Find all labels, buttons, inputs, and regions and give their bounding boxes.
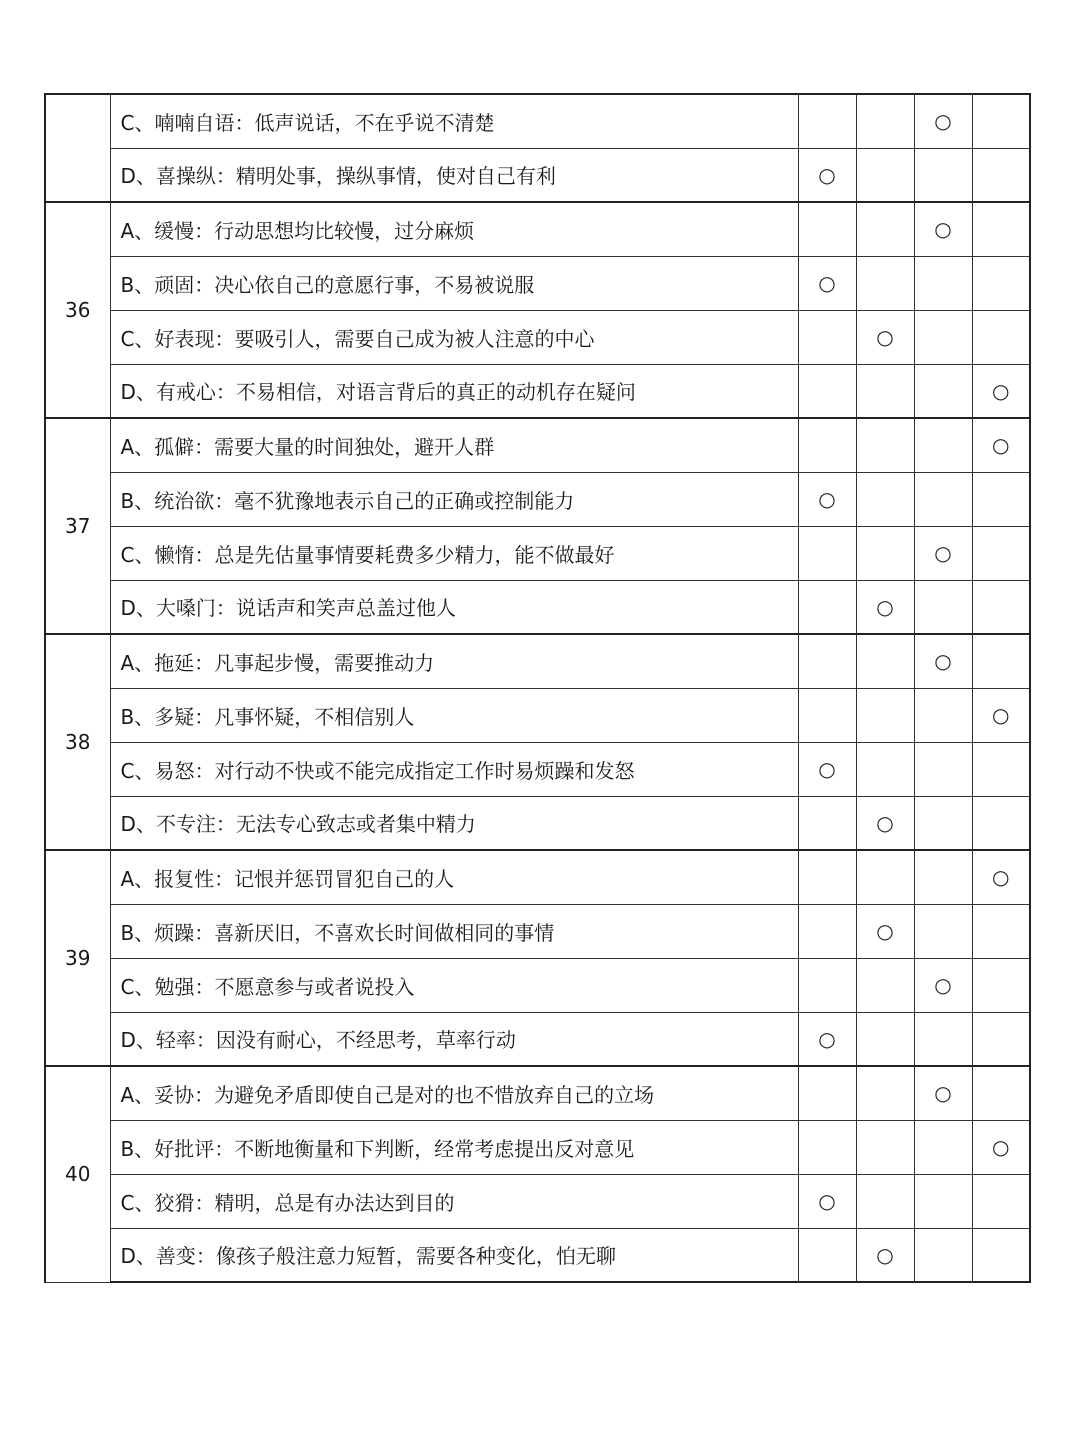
- option-row: [45, 1228, 1030, 1282]
- option-text: A、拖延：凡事起步慢，需要推动力: [110, 634, 798, 688]
- option-row: [45, 526, 1030, 580]
- answer-cell-4[interactable]: [972, 904, 1030, 958]
- answer-cell-1[interactable]: [798, 94, 856, 148]
- option-text: C、懒惰：总是先估量事情要耗费多少精力，能不做最好: [110, 526, 798, 580]
- option-text: A、妥协：为避免矛盾即使自己是对的也不惜放弃自己的立场: [110, 1066, 798, 1120]
- answer-cell-2[interactable]: [856, 1066, 914, 1120]
- question-number: 37: [45, 418, 110, 634]
- question-number: 39: [45, 850, 110, 1066]
- answer-cell-4[interactable]: [972, 94, 1030, 148]
- question-number: 38: [45, 634, 110, 850]
- answer-cell-3[interactable]: [914, 256, 972, 310]
- answer-cell-1[interactable]: ○: [798, 1012, 856, 1066]
- answer-cell-3[interactable]: ○: [914, 1066, 972, 1120]
- answer-cell-2[interactable]: ○: [856, 1228, 914, 1282]
- answer-cell-4[interactable]: [972, 742, 1030, 796]
- answer-cell-4[interactable]: [972, 1228, 1030, 1282]
- option-row: [45, 1066, 1030, 1120]
- answer-cell-3[interactable]: [914, 1228, 972, 1282]
- option-text: D、善变：像孩子般注意力短暂，需要各种变化，怕无聊: [110, 1228, 798, 1282]
- answer-cell-1[interactable]: [798, 310, 856, 364]
- answer-cell-3[interactable]: [914, 1012, 972, 1066]
- answer-cell-4[interactable]: [972, 256, 1030, 310]
- answer-cell-4[interactable]: [972, 634, 1030, 688]
- answer-cell-1[interactable]: [798, 904, 856, 958]
- option-row: [45, 580, 1030, 634]
- answer-cell-4[interactable]: [972, 526, 1030, 580]
- option-text: D、轻率：因没有耐心，不经思考，草率行动: [110, 1012, 798, 1066]
- option-text: B、多疑：凡事怀疑，不相信别人: [110, 688, 798, 742]
- answer-cell-4[interactable]: [972, 1012, 1030, 1066]
- answer-cell-1[interactable]: [798, 202, 856, 256]
- answer-cell-1[interactable]: ○: [798, 256, 856, 310]
- answer-cell-3[interactable]: [914, 850, 972, 904]
- answer-cell-4[interactable]: [972, 958, 1030, 1012]
- option-row: [45, 148, 1030, 202]
- answer-cell-1[interactable]: [798, 688, 856, 742]
- answer-cell-2[interactable]: [856, 526, 914, 580]
- answer-cell-2[interactable]: [856, 94, 914, 148]
- answer-cell-4[interactable]: ○: [972, 418, 1030, 472]
- option-row: [45, 1174, 1030, 1228]
- answer-cell-2[interactable]: [856, 364, 914, 418]
- option-text: A、孤僻：需要大量的时间独处，避开人群: [110, 418, 798, 472]
- answer-cell-3[interactable]: [914, 580, 972, 634]
- answer-cell-3[interactable]: [914, 796, 972, 850]
- answer-cell-1[interactable]: [798, 1066, 856, 1120]
- option-text: C、狡猾：精明，总是有办法达到目的: [110, 1174, 798, 1228]
- option-text: D、大嗓门：说话声和笑声总盖过他人: [110, 580, 798, 634]
- option-text: B、好批评：不断地衡量和下判断，经常考虑提出反对意见: [110, 1120, 798, 1174]
- answer-cell-2[interactable]: [856, 688, 914, 742]
- answer-cell-1[interactable]: ○: [798, 148, 856, 202]
- option-text: C、好表现：要吸引人，需要自己成为被人注意的中心: [110, 310, 798, 364]
- answer-cell-1[interactable]: ○: [798, 472, 856, 526]
- answer-cell-3[interactable]: [914, 310, 972, 364]
- option-row: [45, 742, 1030, 796]
- option-row: [45, 688, 1030, 742]
- answer-cell-2[interactable]: [856, 256, 914, 310]
- answer-cell-3[interactable]: [914, 418, 972, 472]
- answer-cell-2[interactable]: [856, 850, 914, 904]
- answer-cell-2[interactable]: ○: [856, 580, 914, 634]
- answer-cell-1[interactable]: [798, 418, 856, 472]
- answer-cell-1[interactable]: [798, 634, 856, 688]
- answer-cell-3[interactable]: ○: [914, 958, 972, 1012]
- question-number: [45, 94, 110, 202]
- answer-cell-3[interactable]: [914, 742, 972, 796]
- answer-cell-4[interactable]: [972, 310, 1030, 364]
- answer-cell-1[interactable]: ○: [798, 742, 856, 796]
- answer-cell-2[interactable]: [856, 1120, 914, 1174]
- answer-cell-2[interactable]: [856, 1174, 914, 1228]
- answer-cell-2[interactable]: ○: [856, 796, 914, 850]
- answer-cell-3[interactable]: [914, 904, 972, 958]
- answer-cell-1[interactable]: [798, 958, 856, 1012]
- option-text: A、报复性：记恨并惩罚冒犯自己的人: [110, 850, 798, 904]
- option-text: D、喜操纵：精明处事，操纵事情，使对自己有利: [110, 148, 798, 202]
- answer-cell-3[interactable]: [914, 1174, 972, 1228]
- option-text: C、喃喃自语：低声说话，不在乎说不清楚: [110, 94, 798, 148]
- answer-cell-2[interactable]: [856, 202, 914, 256]
- answer-cell-4[interactable]: ○: [972, 1120, 1030, 1174]
- answer-cell-2[interactable]: ○: [856, 310, 914, 364]
- option-text: B、烦躁：喜新厌旧，不喜欢长时间做相同的事情: [110, 904, 798, 958]
- option-row: [45, 472, 1030, 526]
- answer-cell-2[interactable]: [856, 472, 914, 526]
- answer-cell-1[interactable]: [798, 580, 856, 634]
- answer-cell-3[interactable]: ○: [914, 634, 972, 688]
- question-number: 40: [45, 1066, 110, 1282]
- answer-cell-4[interactable]: ○: [972, 364, 1030, 418]
- option-row: [45, 904, 1030, 958]
- option-row: [45, 850, 1030, 904]
- option-text: C、勉强：不愿意参与或者说投入: [110, 958, 798, 1012]
- answer-cell-4[interactable]: ○: [972, 688, 1030, 742]
- answer-cell-1[interactable]: [798, 1120, 856, 1174]
- answer-cell-4[interactable]: [972, 148, 1030, 202]
- option-row: [45, 796, 1030, 850]
- option-row: [45, 202, 1030, 256]
- answer-cell-4[interactable]: [972, 472, 1030, 526]
- option-row: [45, 364, 1030, 418]
- option-text: B、统治欲：毫不犹豫地表示自己的正确或控制能力: [110, 472, 798, 526]
- option-row: [45, 1012, 1030, 1066]
- answer-cell-4[interactable]: [972, 1066, 1030, 1120]
- option-text: B、顽固：决心依自己的意愿行事，不易被说服: [110, 256, 798, 310]
- answer-cell-2[interactable]: [856, 1012, 914, 1066]
- question-number: 36: [45, 202, 110, 418]
- answer-cell-3[interactable]: [914, 364, 972, 418]
- answer-cell-2[interactable]: [856, 148, 914, 202]
- answer-cell-4[interactable]: [972, 1174, 1030, 1228]
- option-row: [45, 256, 1030, 310]
- answer-cell-2[interactable]: [856, 634, 914, 688]
- answer-cell-4[interactable]: [972, 580, 1030, 634]
- answer-cell-1[interactable]: [798, 526, 856, 580]
- answer-cell-3[interactable]: [914, 148, 972, 202]
- personality-questionnaire-table: [44, 93, 1031, 1283]
- answer-cell-1[interactable]: ○: [798, 1174, 856, 1228]
- answer-cell-1[interactable]: [798, 850, 856, 904]
- option-row: [45, 1120, 1030, 1174]
- option-text: C、易怒：对行动不快或不能完成指定工作时易烦躁和发怒: [110, 742, 798, 796]
- answer-cell-3[interactable]: [914, 1120, 972, 1174]
- option-row: [45, 418, 1030, 472]
- option-row: [45, 310, 1030, 364]
- option-text: A、缓慢：行动思想均比较慢，过分麻烦: [110, 202, 798, 256]
- answer-cell-1[interactable]: [798, 796, 856, 850]
- answer-cell-4[interactable]: [972, 202, 1030, 256]
- answer-cell-2[interactable]: [856, 418, 914, 472]
- answer-cell-4[interactable]: ○: [972, 850, 1030, 904]
- answer-cell-1[interactable]: [798, 364, 856, 418]
- answer-cell-4[interactable]: [972, 796, 1030, 850]
- option-row: [45, 94, 1030, 148]
- option-row: [45, 634, 1030, 688]
- answer-cell-2[interactable]: ○: [856, 904, 914, 958]
- answer-cell-2[interactable]: [856, 958, 914, 1012]
- answer-cell-1[interactable]: [798, 1228, 856, 1282]
- answer-cell-3[interactable]: ○: [914, 202, 972, 256]
- questionnaire-body: [45, 94, 1030, 1282]
- answer-cell-3[interactable]: ○: [914, 526, 972, 580]
- answer-cell-3[interactable]: [914, 688, 972, 742]
- answer-cell-3[interactable]: [914, 472, 972, 526]
- option-text: D、不专注：无法专心致志或者集中精力: [110, 796, 798, 850]
- answer-cell-2[interactable]: [856, 742, 914, 796]
- option-row: [45, 958, 1030, 1012]
- option-text: D、有戒心：不易相信，对语言背后的真正的动机存在疑问: [110, 364, 798, 418]
- answer-cell-3[interactable]: ○: [914, 94, 972, 148]
